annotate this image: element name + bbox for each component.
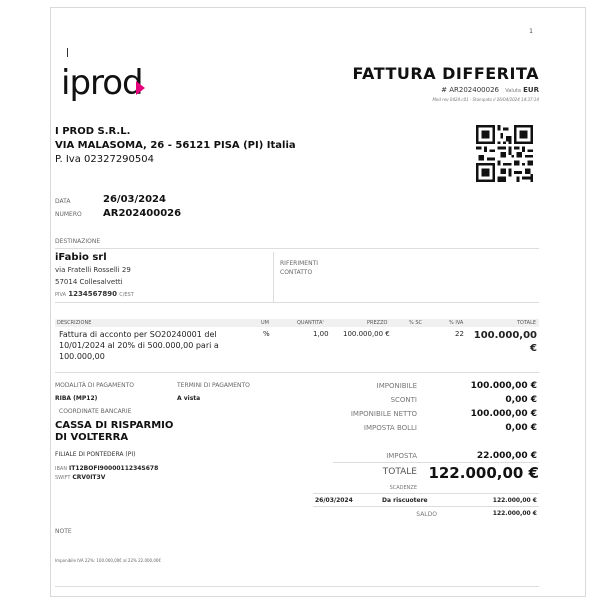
divider [55, 302, 539, 303]
sconti-label: SCONTI [390, 396, 417, 404]
imposta-value: 22.000,00 € [476, 451, 537, 461]
imponibile-value: 100.000,00 € [470, 381, 537, 391]
col-price: PREZZO [367, 320, 388, 326]
company-address: VIA MALASOMA, 26 - 56121 PISA (PI) Italia [55, 140, 296, 151]
page-number: 1 [529, 28, 533, 35]
saldo-value: 122.000,00 € [492, 510, 537, 517]
table-row-description [59, 329, 259, 362]
iban-value: IT12BOFI9000011234S678 [69, 465, 159, 472]
bank-branch: FILIALE DI PONTEDERA (PI) [55, 451, 136, 458]
description-line: 10/01/2024 al 20% di 500.000,00 pari a [59, 341, 219, 350]
description-line: 100.000,00 [59, 352, 105, 361]
destination-street: via Fratelli Rosselli 29 [55, 266, 131, 274]
text-cursor [67, 48, 68, 57]
divider [313, 493, 539, 494]
col-description: DESCRIZIONE [57, 320, 92, 326]
imposta-label: IMPOSTA [386, 452, 417, 460]
saldo-label: SALDO [416, 511, 437, 518]
description-line: Fattura di acconto per SO20240001 del [59, 330, 217, 339]
divider [55, 248, 539, 249]
imponibile-netto-value: 100.000,00 € [470, 409, 537, 419]
imposta-bolli-label: IMPOSTA BOLLI [363, 424, 417, 432]
destination-vat [55, 290, 134, 298]
invoice-page [50, 7, 586, 597]
col-discount: % SC [409, 320, 423, 326]
divider [313, 506, 539, 507]
due-amount: 122.000,00 € [492, 497, 537, 504]
document-number: # AR202400026 [441, 86, 499, 94]
document-title: FATTURA DIFFERITA [352, 64, 539, 83]
col-um: UM [261, 320, 269, 326]
due-date: 26/03/2024 [315, 497, 353, 504]
bank-name-line: CASSA DI RISPARMIO [55, 420, 174, 431]
due-status: Da riscuotere [382, 497, 428, 504]
bank-name-line: DI VOLTERRA [55, 432, 129, 443]
row-um: % [263, 330, 270, 338]
destination-label: DESTINAZIONE [55, 238, 101, 245]
notes-label: NOTE [55, 528, 72, 535]
swift-label: SWIFT [55, 475, 71, 481]
payment-terms-label: TERMINI DI PAGAMENTO [177, 382, 250, 389]
bank-name [55, 420, 173, 444]
imposta-bolli-value: 0,00 € [505, 423, 537, 433]
bank-coordinates-label: COORDINATE BANCARIE [59, 408, 132, 415]
totale-value: 122.000,00 € [428, 464, 539, 482]
col-quantity: QUANTITA' [297, 320, 324, 326]
row-price: 100.000,00 € [343, 330, 390, 338]
company-name: I PROD S.R.L. [55, 126, 131, 137]
number-value: AR202400026 [103, 208, 182, 219]
col-total: TOTALE [517, 320, 537, 326]
scadenze-label: SCADENZE [389, 485, 417, 491]
imponibile-label: IMPONIBILE [376, 382, 417, 390]
iban-row [55, 465, 158, 472]
document-meta: Mod rev 0424.c01 · Stampato il 26/04/2024 14:37:14 [432, 97, 539, 102]
company-logo: iprod [61, 63, 143, 103]
payment-mode: RIBA (MP12) [55, 395, 98, 402]
piva-value: 1234567890 [68, 290, 117, 298]
destination-name: iFabio srl [55, 252, 107, 263]
piva-label: PIVA [55, 292, 67, 298]
references-label: RIFERIMENTI [280, 260, 319, 267]
logo-arrow-icon [136, 81, 145, 95]
payment-terms: A vista [177, 395, 201, 402]
col-vat: % IVA [449, 320, 464, 326]
currency-value: EUR [523, 86, 539, 94]
vat-summary: Imponibile IVA 22%: 100.000,00€ al 22% 22.000,00€ [55, 558, 161, 563]
contact-label: CONTATTO [280, 269, 313, 276]
row-total-amount: 100.000,00 [473, 330, 537, 341]
divider [55, 586, 539, 587]
destination-city: 57014 Collesalvetti [55, 278, 123, 286]
number-label: NUMERO [55, 211, 82, 218]
date-label: DATA [55, 198, 71, 205]
swift-row [55, 474, 105, 481]
row-total [471, 329, 537, 355]
cest-label: C/EST [119, 292, 134, 298]
sconti-value: 0,00 € [505, 395, 537, 405]
divider [55, 372, 539, 373]
divider [333, 462, 539, 463]
swift-value: CRV0IT3V [72, 474, 106, 481]
divider [273, 252, 274, 302]
company-info [55, 125, 296, 167]
document-number-line [441, 86, 539, 94]
row-total-currency: € [530, 343, 537, 354]
payment-mode-label: MODALITÀ DI PAGAMENTO [55, 382, 134, 389]
imponibile-netto-label: IMPONIBILE NETTO [350, 410, 417, 418]
row-vat: 22 [455, 330, 464, 338]
row-quantity: 1,00 [313, 330, 329, 338]
company-vat: P. Iva 02327290504 [55, 154, 154, 165]
qr-code [476, 125, 533, 182]
iban-label: IBAN [55, 466, 68, 472]
totale-label: TOTALE [382, 467, 417, 477]
date-value: 26/03/2024 [103, 194, 166, 205]
currency-label: Valuta [505, 88, 521, 94]
